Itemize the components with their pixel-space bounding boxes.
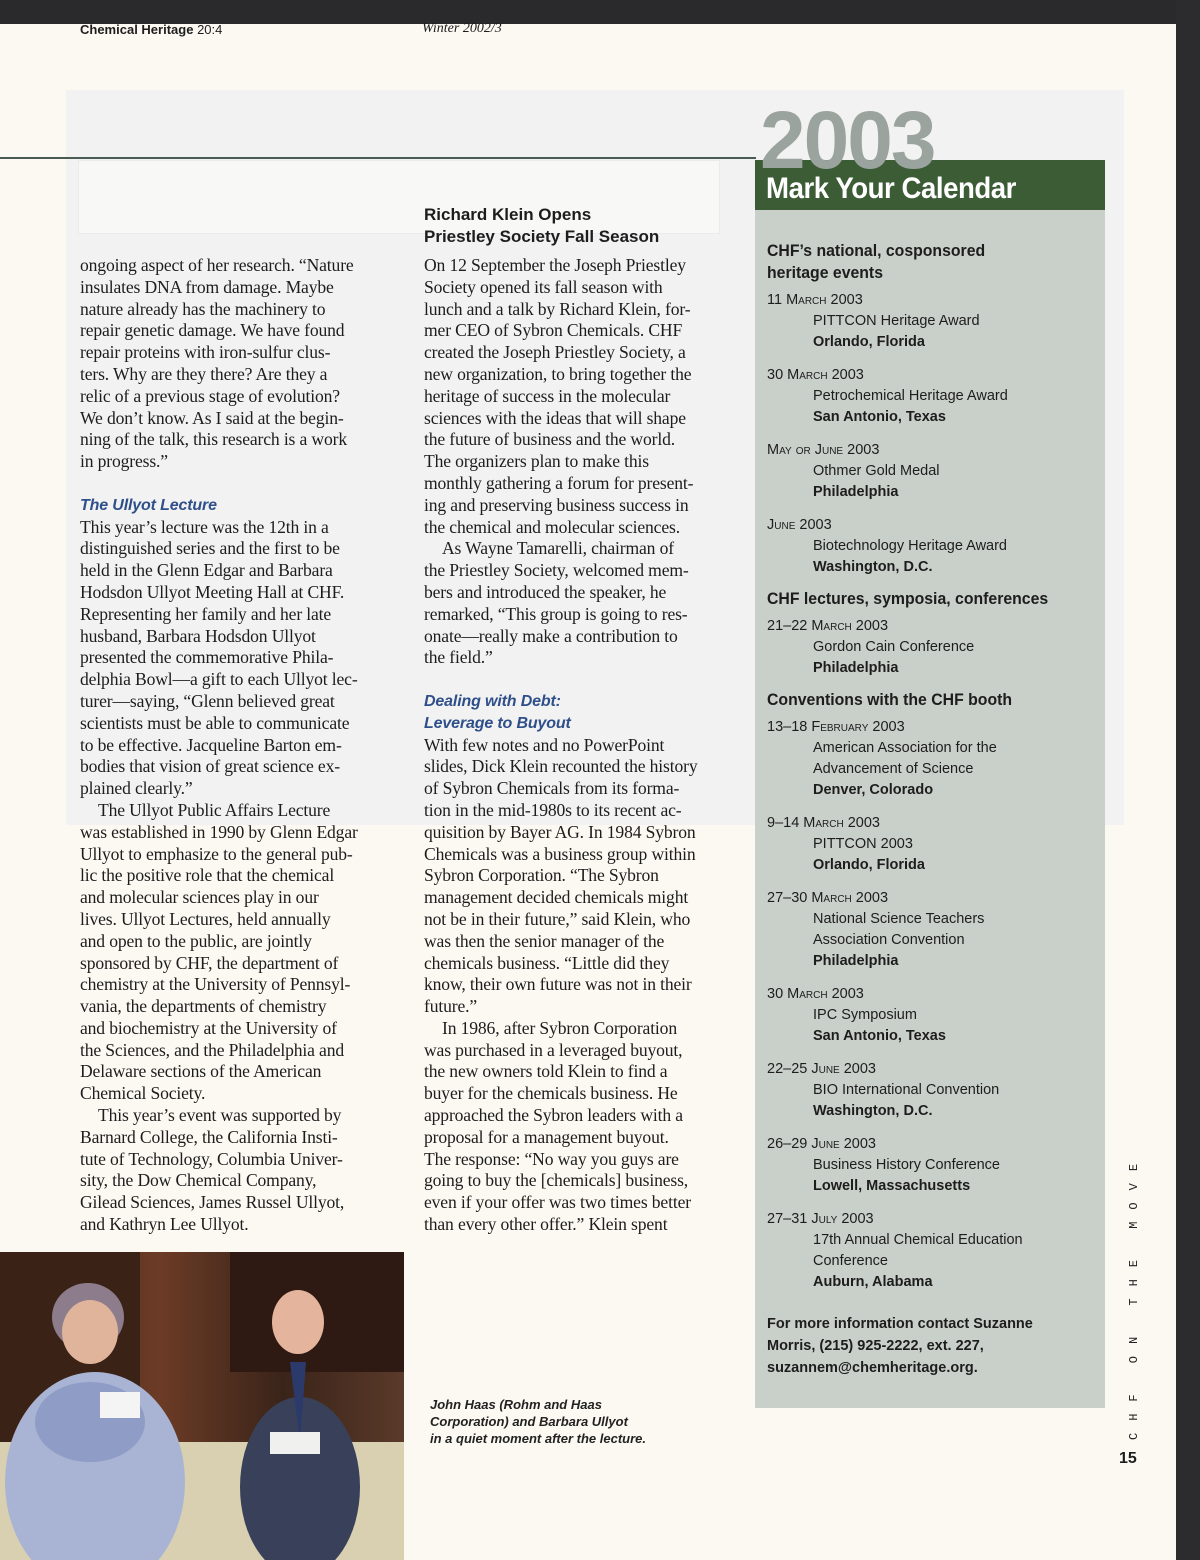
text-line: going to buy the [chemicals] business, bbox=[424, 1170, 689, 1191]
paragraph bbox=[424, 538, 730, 669]
event-location: Philadelphia bbox=[813, 953, 899, 969]
text-line: and molecular sciences play in our bbox=[80, 887, 319, 908]
event-location: Orlando, Florida bbox=[813, 334, 925, 350]
calendar-section bbox=[767, 588, 1105, 679]
event-location: Lowell, Massachusetts bbox=[813, 1178, 971, 1194]
text-line: insulates DNA from damage. Maybe bbox=[80, 276, 334, 297]
text-line: Hodsdon Ullyot Meeting Hall at CHF. bbox=[80, 581, 345, 602]
photo-illustration bbox=[0, 1252, 404, 1560]
text-line: the chemical and molecular sciences. bbox=[424, 516, 680, 537]
text-line: held in the Glenn Edgar and Barbara bbox=[80, 560, 333, 581]
calendar-event bbox=[767, 616, 1105, 679]
event-date: 30 March 2003 bbox=[767, 367, 864, 383]
text-line: repair proteins with iron-sulfur clus- bbox=[80, 342, 331, 363]
calendar-event bbox=[767, 1059, 1105, 1122]
photo-caption bbox=[430, 1396, 646, 1447]
event-date: 30 March 2003 bbox=[767, 986, 864, 1002]
event-date: 27–31 July 2003 bbox=[767, 1211, 874, 1227]
event-date: 27–30 March 2003 bbox=[767, 890, 889, 906]
calendar-event bbox=[767, 365, 1105, 428]
text-line: the field.” bbox=[424, 647, 493, 668]
text-line: vania, the departments of chemistry bbox=[80, 996, 327, 1017]
column-1 bbox=[80, 255, 380, 1236]
text-line: With few notes and no PowerPoint bbox=[424, 734, 665, 755]
text-line: was then the senior manager of the bbox=[424, 930, 665, 951]
event-date: 26–29 June 2003 bbox=[767, 1136, 876, 1152]
text-line: sponsored by CHF, the department of bbox=[80, 952, 339, 973]
event-date: 9–14 March 2003 bbox=[767, 815, 880, 831]
calendar-section-heading bbox=[767, 689, 1081, 711]
text-line: plained clearly.” bbox=[80, 778, 193, 799]
event-location: San Antonio, Texas bbox=[813, 409, 946, 425]
event-location: Washington, D.C. bbox=[813, 1103, 933, 1119]
event-title: Gordon Cain Conference bbox=[813, 639, 975, 655]
calendar-event bbox=[767, 813, 1105, 876]
text-line: relic of a previous stage of evolution? bbox=[80, 385, 340, 406]
text-line: buyer for the chemicals business. He bbox=[424, 1083, 678, 1104]
running-header-title bbox=[80, 22, 222, 37]
text-line: presented the commemorative Phila- bbox=[80, 647, 334, 668]
column-2 bbox=[424, 255, 730, 1236]
paragraph bbox=[80, 1105, 380, 1236]
calendar-section-heading bbox=[767, 240, 1081, 284]
text-line: On 12 September the Joseph Priestley bbox=[424, 255, 686, 275]
text-line: and open to the public, are jointly bbox=[80, 930, 312, 951]
photo-haas-ullyot bbox=[0, 1252, 404, 1560]
article-title bbox=[424, 204, 659, 248]
text-line: the new owners told Klein to find a bbox=[424, 1061, 668, 1082]
heading-line: Conventions with the CHF booth bbox=[767, 690, 1013, 709]
text-line: As Wayne Tamarelli, chairman of bbox=[442, 538, 674, 559]
text-line: turer—saying, “Glenn believed great bbox=[80, 690, 335, 711]
text-line: ing and preserving business success in bbox=[424, 494, 689, 515]
event-title: National Science Teachers bbox=[813, 911, 985, 927]
calendar-event bbox=[767, 717, 1105, 801]
text-line: the Sciences, and the Philadelphia and bbox=[80, 1039, 344, 1060]
blank-line bbox=[424, 669, 730, 691]
calendar-year: 2003 bbox=[760, 95, 935, 186]
section-subheading: The Ullyot Lecture bbox=[80, 496, 217, 514]
text-line: tute of Technology, Columbia Univer- bbox=[80, 1148, 343, 1169]
text-line: Society opened its fall season with bbox=[424, 276, 663, 297]
section-subheading: Dealing with Debt: bbox=[424, 692, 561, 710]
event-location: Auburn, Alabama bbox=[813, 1274, 933, 1290]
event-title: Biotechnology Heritage Award bbox=[813, 538, 1007, 554]
text-line: proposal for a management buyout. bbox=[424, 1126, 669, 1147]
text-line: quisition by Bayer AG. In 1984 Sybron bbox=[424, 821, 696, 842]
calendar-section bbox=[767, 689, 1105, 1293]
volume-number: 20:4 bbox=[197, 22, 223, 37]
caption-line: in a quiet moment after the lecture. bbox=[430, 1431, 646, 1446]
text-line: bodies that vision of great science ex- bbox=[80, 756, 340, 777]
text-line: of Sybron Chemicals from its forma- bbox=[424, 778, 680, 799]
contact-line: suzannem@chemheritage.org. bbox=[767, 1360, 978, 1376]
calendar-event bbox=[767, 440, 1105, 503]
event-title: Association Convention bbox=[813, 932, 965, 948]
event-location: Orlando, Florida bbox=[813, 857, 925, 873]
paragraph bbox=[424, 735, 730, 1018]
caption-line: Corporation) and Barbara Ullyot bbox=[430, 1414, 628, 1429]
text-line: repair genetic damage. We have found bbox=[80, 320, 345, 341]
text-line: Ullyot to emphasize to the general pub- bbox=[80, 843, 353, 864]
paragraph bbox=[424, 255, 730, 538]
text-line: was purchased in a leveraged buyout, bbox=[424, 1039, 683, 1060]
text-line: lives. Ullyot Lectures, held annually bbox=[80, 908, 331, 929]
calendar-section bbox=[767, 240, 1105, 578]
text-line: remarked, “This group is going to res- bbox=[424, 603, 688, 624]
calendar-event bbox=[767, 515, 1105, 578]
text-line: chemicals business. “Little did they bbox=[424, 952, 670, 973]
text-line: Delaware sections of the American bbox=[80, 1061, 322, 1082]
text-line: mer CEO of Sybron Chemicals. CHF bbox=[424, 320, 683, 341]
text-line: Sybron Corporation. “The Sybron bbox=[424, 865, 659, 886]
text-line: heritage of success in the molecular bbox=[424, 385, 671, 406]
contact-line: Morris, (215) 925-2222, ext. 227, bbox=[767, 1338, 984, 1354]
calendar-event bbox=[767, 888, 1105, 972]
event-title: PITTCON Heritage Award bbox=[813, 313, 980, 329]
text-line: delphia Bowl—a gift to each Ullyot lec- bbox=[80, 669, 358, 690]
event-date: 13–18 February 2003 bbox=[767, 719, 905, 735]
section-subheading: Leverage to Buyout bbox=[424, 714, 571, 732]
text-line: The organizers plan to make this bbox=[424, 451, 649, 472]
text-line: than every other offer.” Klein spent bbox=[424, 1214, 668, 1235]
text-line: ters. Why are they there? Are they a bbox=[80, 363, 328, 384]
text-line: even if your offer was two times better bbox=[424, 1192, 691, 1213]
text-line: approached the Sybron leaders with a bbox=[424, 1105, 683, 1126]
event-title: IPC Symposium bbox=[813, 1007, 917, 1023]
calendar-section-heading bbox=[767, 588, 1081, 610]
event-location: Philadelphia bbox=[813, 660, 899, 676]
text-line: to be effective. Jacqueline Barton em- bbox=[80, 734, 342, 755]
publication-name: Chemical Heritage bbox=[80, 22, 194, 37]
blank-line bbox=[80, 473, 380, 495]
text-line: sity, the Dow Chemical Company, bbox=[80, 1170, 317, 1191]
text-line: the Priestley Society, welcomed mem- bbox=[424, 560, 689, 581]
scan-right-edge bbox=[1176, 0, 1200, 1560]
event-title: BIO International Convention bbox=[813, 1082, 1000, 1098]
running-header-issue: Winter 2002/3 bbox=[422, 21, 502, 36]
heading-line: heritage events bbox=[767, 263, 884, 282]
contact-line: For more information contact Suzanne bbox=[767, 1316, 1033, 1332]
text-line: The Ullyot Public Affairs Lecture bbox=[98, 799, 331, 820]
text-line: was established in 1990 by Glenn Edgar bbox=[80, 821, 358, 842]
text-line: in progress.” bbox=[80, 451, 168, 472]
calendar-title: Mark Your Calendar bbox=[766, 172, 1016, 205]
calendar-event bbox=[767, 984, 1105, 1047]
text-line: and biochemistry at the University of bbox=[80, 1017, 337, 1038]
header-rule bbox=[0, 157, 756, 159]
text-line: and Kathryn Lee Ullyot. bbox=[80, 1214, 249, 1235]
paragraph bbox=[80, 800, 380, 1105]
page-number: 15 bbox=[1119, 1450, 1137, 1467]
text-line: know, their own future was not in their bbox=[424, 974, 692, 995]
event-title: American Association for the bbox=[813, 740, 997, 756]
text-line: lunch and a talk by Richard Klein, for- bbox=[424, 298, 691, 319]
text-line: sciences with the ideas that will shape bbox=[424, 407, 686, 428]
event-location: Philadelphia bbox=[813, 484, 899, 500]
text-line: lic the positive role that the chemical bbox=[80, 865, 335, 886]
event-date: May or June 2003 bbox=[767, 442, 880, 458]
event-title: Petrochemical Heritage Award bbox=[813, 388, 1008, 404]
event-title: PITTCON 2003 bbox=[813, 836, 913, 852]
text-line: The response: “No way you guys are bbox=[424, 1148, 679, 1169]
heading-line: CHF’s national, cosponsored bbox=[767, 241, 986, 260]
caption-line: John Haas (Rohm and Haas bbox=[430, 1397, 602, 1412]
text-line: Chemicals was a business group within bbox=[424, 843, 696, 864]
text-line: bers and introduced the speaker, he bbox=[424, 581, 667, 602]
text-line: Representing her family and her late bbox=[80, 603, 332, 624]
text-line: ongoing aspect of her research. “Nature bbox=[80, 255, 354, 275]
event-title: Business History Conference bbox=[813, 1157, 1000, 1173]
paragraph bbox=[80, 255, 380, 473]
event-location: San Antonio, Texas bbox=[813, 1028, 946, 1044]
text-line: the future of business and the world. bbox=[424, 429, 675, 450]
calendar-sidebar bbox=[755, 210, 1105, 1408]
article-title-line: Priestley Society Fall Season bbox=[424, 227, 660, 246]
text-line: ning of the talk, this research is a work bbox=[80, 429, 347, 450]
text-line: management decided chemicals might bbox=[424, 887, 689, 908]
event-date: 21–22 March 2003 bbox=[767, 618, 889, 634]
text-line: chemistry at the University of Pennsyl- bbox=[80, 974, 351, 995]
text-line: In 1986, after Sybron Corporation bbox=[442, 1017, 677, 1038]
event-date: 11 March 2003 bbox=[767, 292, 863, 308]
article-title-line: Richard Klein Opens bbox=[424, 205, 592, 224]
event-title: Othmer Gold Medal bbox=[813, 463, 940, 479]
text-line: tion in the mid-1980s to its recent ac- bbox=[424, 799, 682, 820]
text-line: new organization, to bring together the bbox=[424, 363, 692, 384]
text-line: nature already has the machinery to bbox=[80, 298, 326, 319]
scan-top-edge bbox=[0, 0, 1200, 24]
text-line: Chemical Society. bbox=[80, 1083, 206, 1104]
contact-info bbox=[767, 1313, 1105, 1379]
text-line: monthly gathering a forum for present- bbox=[424, 472, 694, 493]
text-line: Barnard College, the California Insti- bbox=[80, 1126, 338, 1147]
event-title: Advancement of Science bbox=[813, 761, 974, 777]
event-title: Conference bbox=[813, 1253, 888, 1269]
calendar-event bbox=[767, 290, 1105, 353]
calendar-event bbox=[767, 1134, 1105, 1197]
event-location: Washington, D.C. bbox=[813, 559, 933, 575]
event-location: Denver, Colorado bbox=[813, 782, 934, 798]
event-title: 17th Annual Chemical Education bbox=[813, 1232, 1023, 1248]
text-line: This year’s lecture was the 12th in a bbox=[80, 516, 329, 537]
text-line: future.” bbox=[424, 996, 478, 1017]
text-line: slides, Dick Klein recounted the history bbox=[424, 756, 698, 777]
text-line: husband, Barbara Hodsdon Ullyot bbox=[80, 625, 316, 646]
text-line: distinguished series and the first to be bbox=[80, 538, 340, 559]
paragraph bbox=[424, 1018, 730, 1236]
text-line: This year’s event was supported by bbox=[98, 1105, 342, 1126]
text-line: We don’t know. As I said at the begin- bbox=[80, 407, 344, 428]
text-line: onate—really make a contribution to bbox=[424, 625, 678, 646]
event-date: June 2003 bbox=[767, 517, 832, 533]
text-line: not be in their future,” said Klein, who bbox=[424, 908, 691, 929]
text-line: Gilead Sciences, James Russel Ullyot, bbox=[80, 1192, 345, 1213]
event-date: 22–25 June 2003 bbox=[767, 1061, 876, 1077]
calendar-event bbox=[767, 1209, 1105, 1293]
paragraph bbox=[80, 517, 380, 800]
section-label: CHF ON THE MOVE bbox=[1127, 1151, 1141, 1440]
text-line: scientists must be able to communicate bbox=[80, 712, 350, 733]
text-line: created the Joseph Priestley Society, a bbox=[424, 342, 686, 363]
heading-line: CHF lectures, symposia, conferences bbox=[767, 589, 1049, 608]
